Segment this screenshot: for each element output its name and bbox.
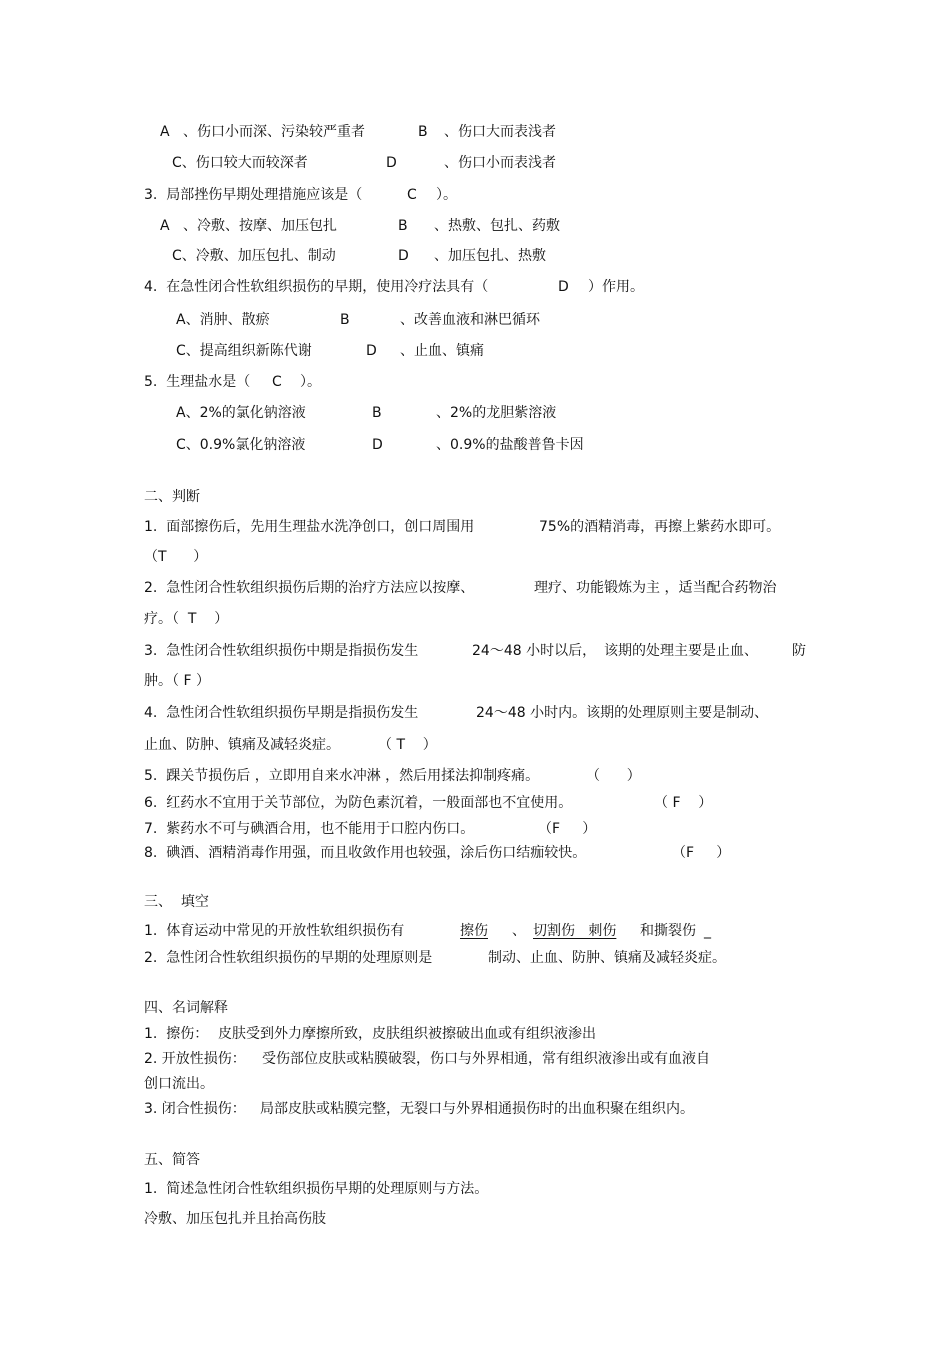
- question-close: ）。: [436, 187, 457, 203]
- fill-item-text: 2. 急性闭合性软组织损伤的早期的处理原则是: [144, 950, 433, 966]
- option-text: 、0.9%的盐酸普鲁卡因: [436, 437, 584, 453]
- option-letter: A: [160, 218, 170, 234]
- option-text: 、2%的龙胆紫溶液: [436, 405, 557, 421]
- option-letter: A: [160, 124, 170, 140]
- judge-item-text: 3. 急性闭合性软组织损伤中期是指损伤发生: [144, 643, 419, 659]
- option-text: 、伤口大而表浅者: [444, 124, 556, 140]
- judge-answer: （ T ）: [378, 737, 437, 753]
- term-label: 3. 闭合性损伤：: [144, 1101, 246, 1117]
- option-letter: B: [372, 405, 382, 421]
- option-text: A、2%的氯化钠溶液: [176, 405, 306, 421]
- fill-blank-answer: 制动、止血、防肿、镇痛及减轻炎症。: [488, 950, 726, 966]
- judge-item-text: 6. 红药水不宜用于关节部位，为防色素沉着，一般面部也不宜使用。: [144, 795, 573, 811]
- option-text: C、提高组织新陈代谢: [176, 343, 312, 359]
- question-answer: C: [407, 187, 417, 203]
- question-close: ）作用。: [588, 279, 644, 295]
- fill-separator: 、: [512, 923, 526, 939]
- option-text: C、伤口较大而较深者: [172, 155, 308, 171]
- judge-answer: （ ）: [586, 768, 641, 784]
- question-text: 5. 生理盐水是（: [144, 374, 251, 390]
- judge-item-text: 24～48 小时内。该期的处理原则主要是制动、: [476, 705, 769, 721]
- option-letter: D: [372, 437, 383, 453]
- question-text: 4. 在急性闭合性软组织损伤的早期，使用冷疗法具有（: [144, 279, 489, 295]
- term-label: 2. 开放性损伤：: [144, 1051, 246, 1067]
- judge-item-text: 防: [792, 643, 806, 659]
- fill-blank-answer: 和撕裂伤: [640, 923, 696, 939]
- option-text: 、热敷、包扎、药敷: [434, 218, 560, 234]
- section-heading: 五、简答: [144, 1152, 200, 1168]
- option-text: 、伤口小而表浅者: [444, 155, 556, 171]
- question-answer: D: [558, 279, 569, 295]
- option-letter: D: [366, 343, 377, 359]
- option-text: 、伤口小而深、污染较严重者: [183, 124, 365, 140]
- judge-answer: （T ）: [144, 549, 208, 565]
- short-question: 1. 简述急性闭合性软组织损伤早期的处理原则与方法。: [144, 1181, 489, 1197]
- section-heading: 二、判断: [144, 489, 200, 505]
- judge-item-text: 1. 面部擦伤后，先用生理盐水洗净创口，创口周围用: [144, 519, 475, 535]
- option-text: 、冷敷、按摩、加压包扎: [183, 218, 337, 234]
- option-text: C、冷敷、加压包扎、制动: [172, 248, 336, 264]
- judge-item-text: 24～48 小时以后，: [472, 643, 597, 659]
- option-text: 、止血、镇痛: [400, 343, 484, 359]
- section-heading: 三、 填空: [144, 894, 209, 910]
- judge-answer: （F ）: [538, 821, 597, 837]
- option-letter: D: [398, 248, 409, 264]
- option-text: A、消肿、散瘀: [176, 312, 270, 328]
- fill-blank-tail: _: [704, 923, 711, 939]
- term-definition: 受伤部位皮肤或粘膜破裂，伤口与外界相通，常有组织液渗出或有血液自: [262, 1051, 710, 1067]
- judge-item-text: 8. 碘酒、酒精消毒作用强，而且收敛作用也较强，涂后伤口结痂较快。: [144, 845, 587, 861]
- fill-blank-answer: 擦伤: [460, 923, 488, 939]
- judge-item-text: 该期的处理主要是止血、: [604, 643, 758, 659]
- question-answer: C: [272, 374, 282, 390]
- option-letter: B: [398, 218, 408, 234]
- option-text: 、改善血液和淋巴循环: [400, 312, 540, 328]
- option-letter: B: [340, 312, 350, 328]
- fill-item-text: 1. 体育运动中常见的开放性软组织损伤有: [144, 923, 405, 939]
- judge-item-text: 7. 紫药水不可与碘酒合用，也不能用于口腔内伤口。: [144, 821, 475, 837]
- option-text: 、加压包扎、热敷: [434, 248, 546, 264]
- judge-answer: 肿。（ F ）: [144, 673, 210, 689]
- judge-answer: （F ）: [672, 845, 731, 861]
- judge-item-text: 2. 急性闭合性软组织损伤后期的治疗方法应以按摩、: [144, 580, 475, 596]
- term-definition: 创口流出。: [144, 1076, 214, 1092]
- term-label: 1. 擦伤：: [144, 1026, 209, 1042]
- judge-answer: （ F ）: [654, 795, 713, 811]
- question-text: 3. 局部挫伤早期处理措施应该是（: [144, 187, 363, 203]
- section-heading: 四、名词解释: [144, 1000, 228, 1016]
- term-definition: 局部皮肤或粘膜完整，无裂口与外界相通损伤时的出血积聚在组织内。: [260, 1101, 694, 1117]
- question-close: ）。: [300, 374, 321, 390]
- short-answer: 冷敷、加压包扎并且抬高伤肢: [144, 1211, 326, 1227]
- judge-item-text: 理疗、功能锻炼为主 ，适当配合药物治: [534, 580, 777, 596]
- judge-item-text: 4. 急性闭合性软组织损伤早期是指损伤发生: [144, 705, 419, 721]
- option-letter: B: [418, 124, 428, 140]
- judge-answer: 疗。（ T ）: [144, 611, 229, 627]
- judge-item-text: 止血、防肿、镇痛及减轻炎症。: [144, 737, 340, 753]
- option-text: C、0.9%氯化钠溶液: [176, 437, 306, 453]
- option-letter: D: [386, 155, 397, 171]
- term-definition: 皮肤受到外力摩擦所致，皮肤组织被擦破出血或有组织液渗出: [218, 1026, 596, 1042]
- judge-item-text: 75%的酒精消毒，再擦上紫药水即可。: [539, 519, 781, 535]
- fill-blank-answer: 切割伤 刺伤: [533, 923, 617, 939]
- judge-item-text: 5. 踝关节损伤后 ，立即用自来水冲淋 ，然后用揉法抑制疼痛。: [144, 768, 540, 784]
